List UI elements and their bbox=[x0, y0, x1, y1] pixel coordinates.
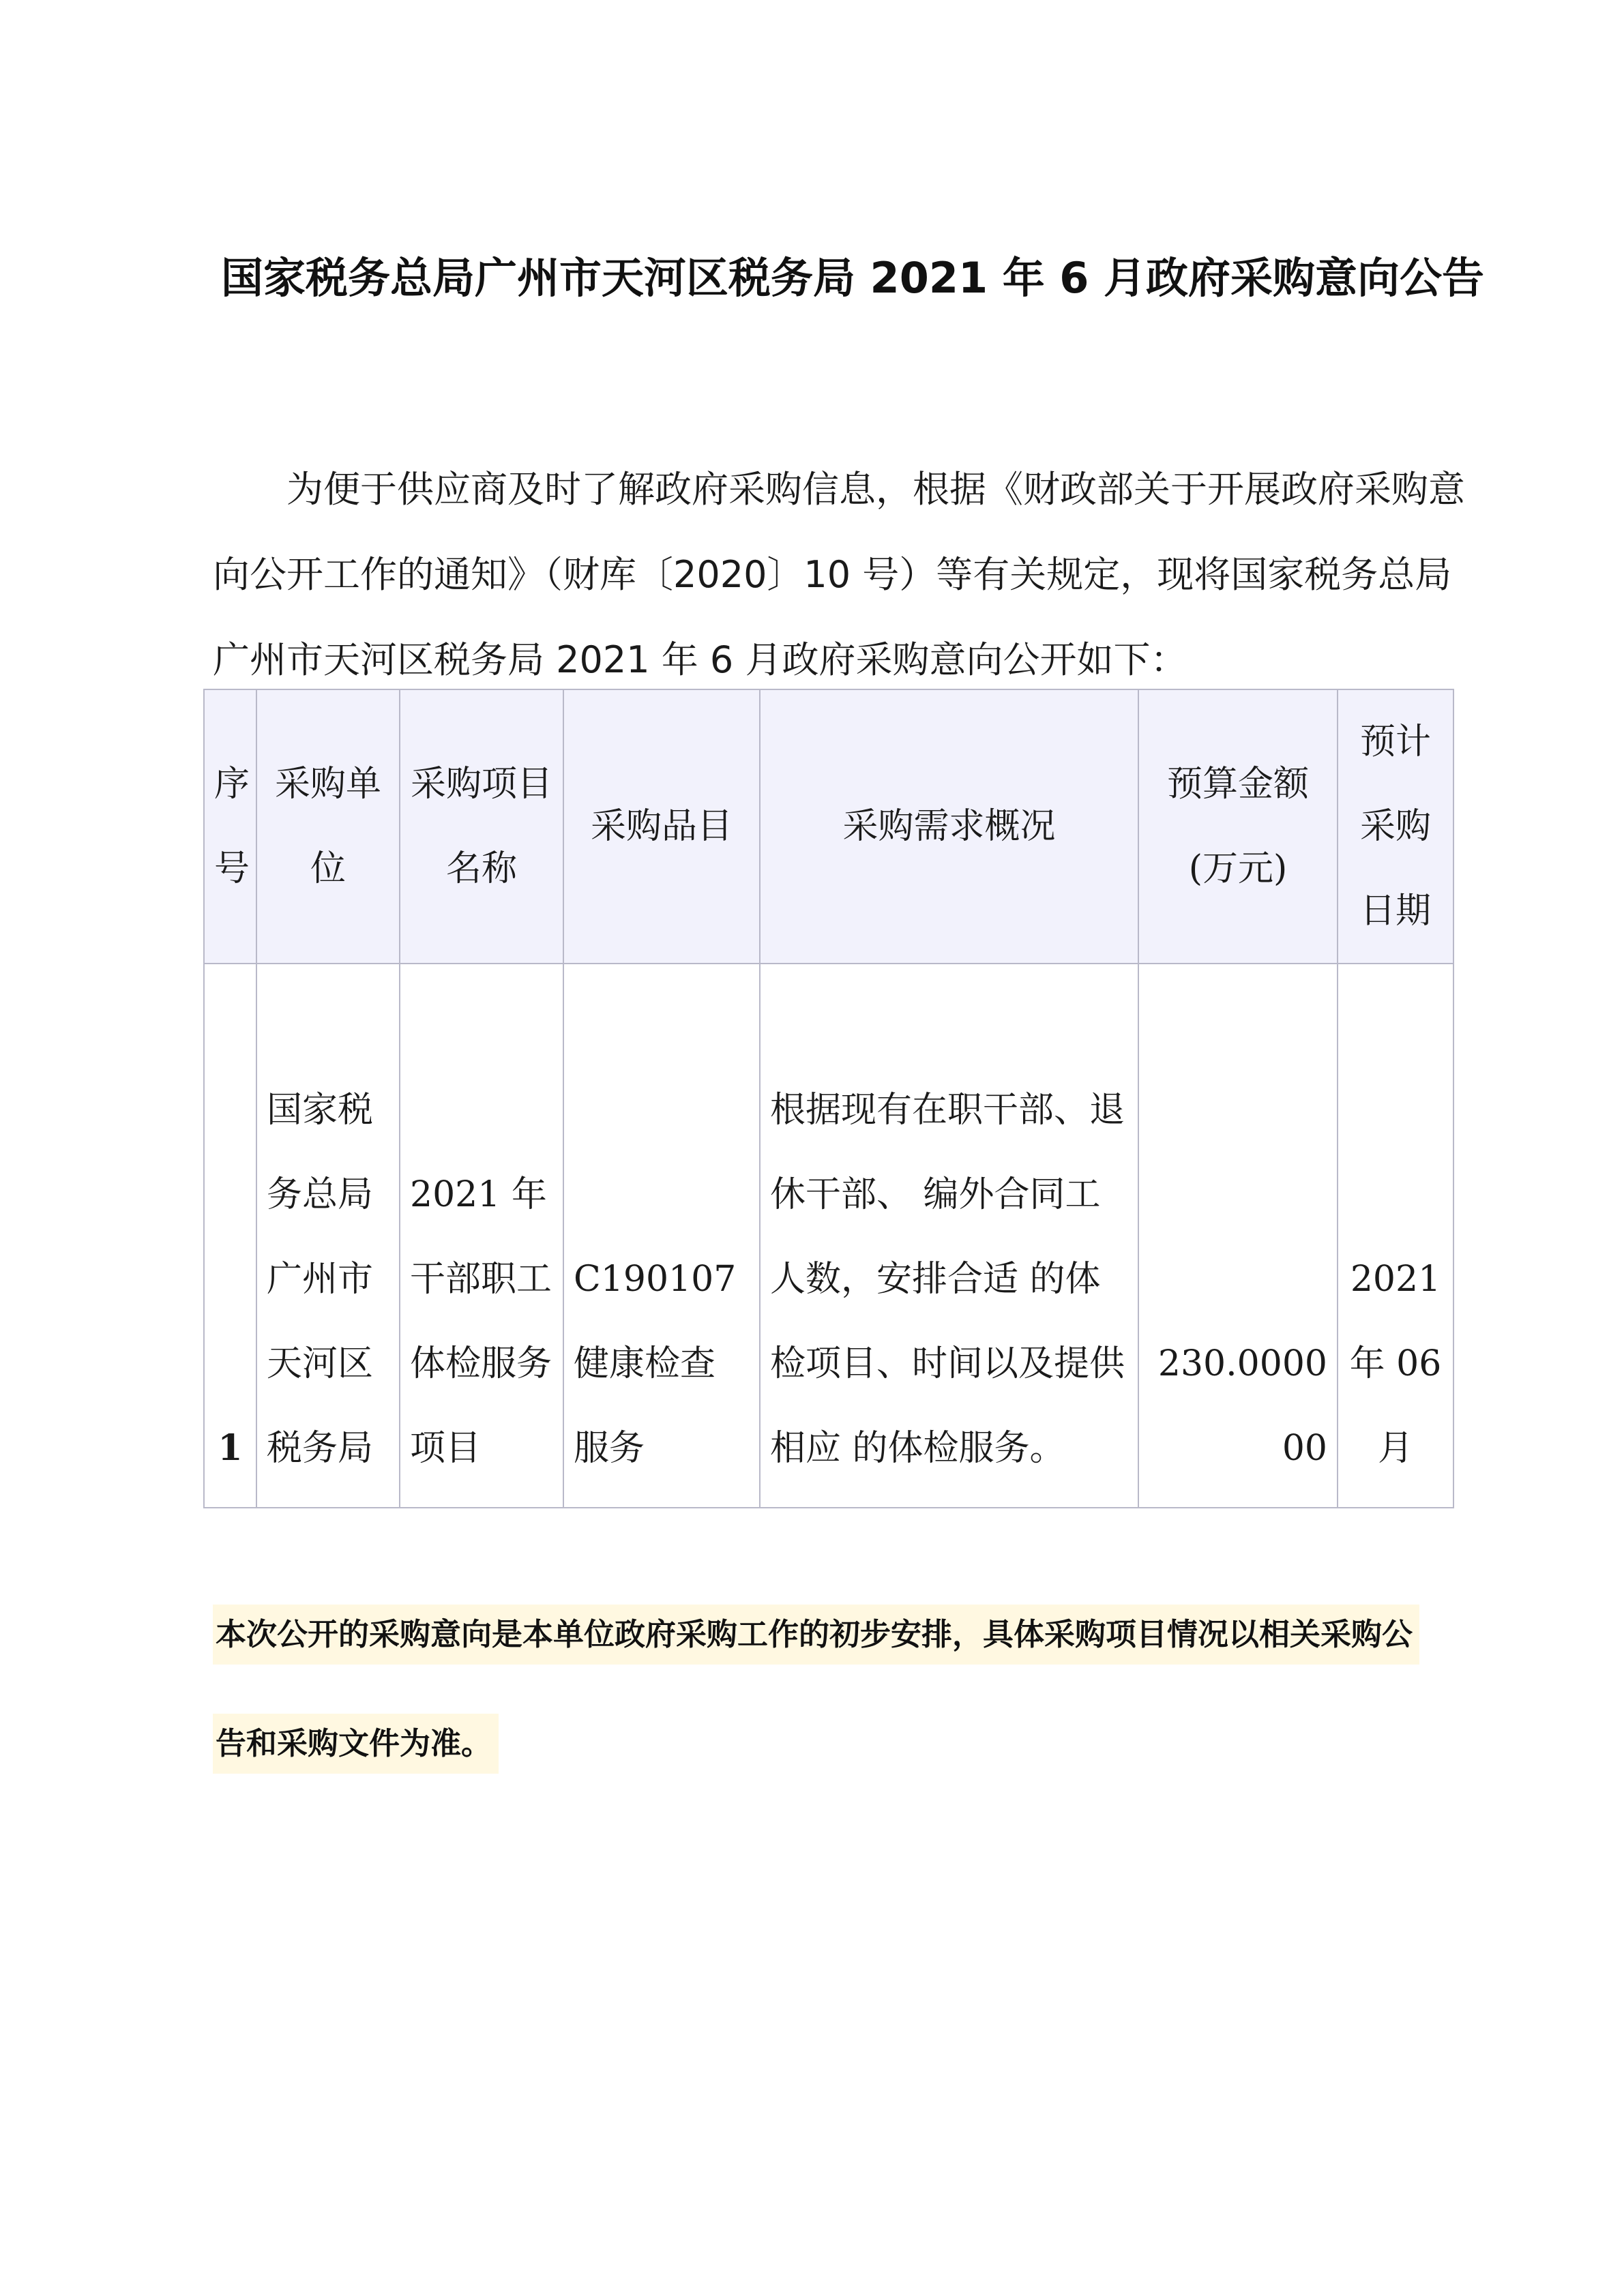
cell-budget: 230.000000 bbox=[1138, 964, 1338, 1508]
cell-requirement: 根据现有在职干部、退休干部、 编外合同工人数，安排合适 的体检项目、时间以及提供相应 的体检服务。 bbox=[760, 964, 1138, 1508]
header-requirement: 采购需求概况 bbox=[760, 689, 1138, 964]
notice bbox=[213, 1592, 1419, 1786]
header-seq: 序号 bbox=[204, 689, 256, 964]
header-project: 采购项目名称 bbox=[400, 689, 563, 964]
table-header-row bbox=[204, 689, 1453, 964]
header-category: 采购品目 bbox=[563, 689, 760, 964]
cell-project: 2021 年干部职工体检服务项目 bbox=[400, 964, 563, 1508]
cell-date: 2021 年 06 月 bbox=[1338, 964, 1453, 1508]
notice-line-2: 告和采购文件为准。 bbox=[213, 1714, 499, 1774]
intro-line-1: 为便于供应商及时了解政府采购信息，根据《财政部关于开展政府采购意 bbox=[286, 468, 1465, 511]
header-budget: 预算金额(万元) bbox=[1138, 689, 1338, 964]
intro-line-2: 向公开工作的通知》（财库〔2020〕10 号）等有关规定，现将国家税务总局 bbox=[213, 553, 1452, 596]
intro-line-3: 广州市天河区税务局 2021 年 6 月政府采购意向公开如下： bbox=[213, 638, 1187, 681]
page-title: 国家税务总局广州市天河区税务局 2021 年 6 月政府采购意向公告 bbox=[220, 253, 1485, 303]
intro-paragraph bbox=[213, 447, 1495, 702]
procurement-table bbox=[203, 689, 1454, 1508]
header-unit: 采购单位 bbox=[256, 689, 400, 964]
cell-seq: 1 bbox=[204, 964, 256, 1508]
cell-category: C190107 健康检查服务 bbox=[563, 964, 760, 1508]
cell-unit: 国家税务总局广州市天河区税务局 bbox=[256, 964, 400, 1508]
header-date: 预计采购日期 bbox=[1338, 689, 1453, 964]
table-row bbox=[204, 964, 1453, 1508]
notice-line-1: 本次公开的采购意向是本单位政府采购工作的初步安排，具体采购项目情况以相关采购公 bbox=[213, 1605, 1419, 1665]
